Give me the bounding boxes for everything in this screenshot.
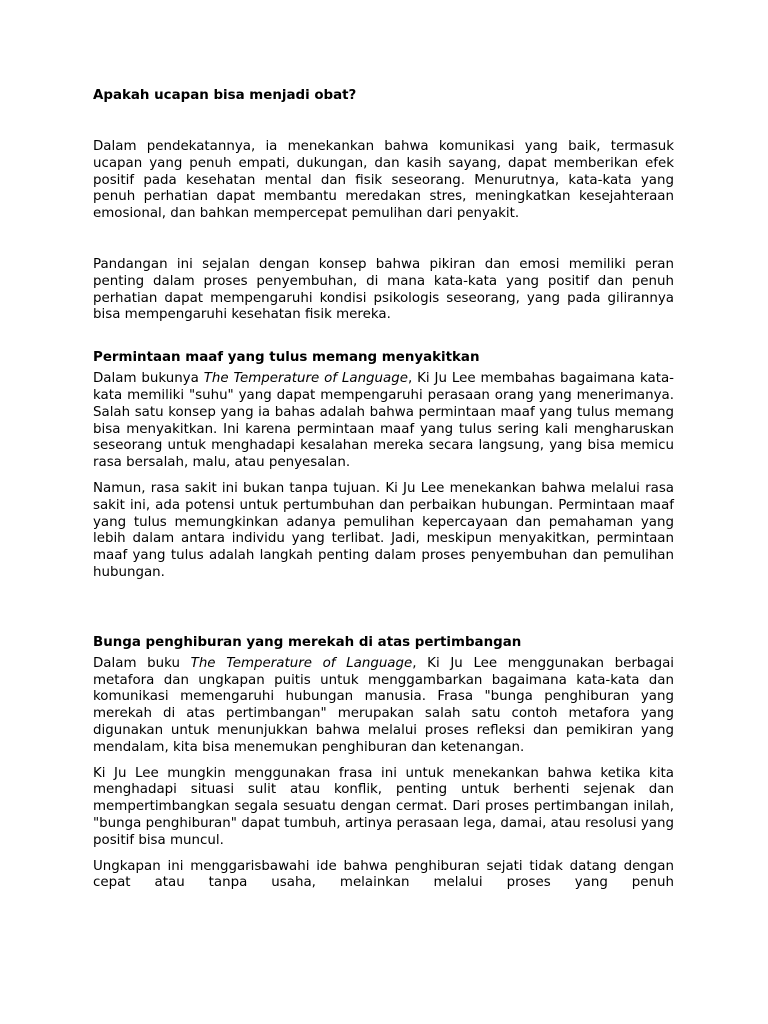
- paragraph: Ki Ju Lee mungkin menggunakan frasa ini untuk menekankan bahwa ketika kita menghadapi situasi sulit atau konflik, penting untuk berhenti sejenak dan mempertimbangkan segala sesuatu dengan cermat. Dari proses pertimbangan inilah, "bunga penghiburan" dapat tumbuh, artinya perasaan lega, damai, atau resolusi yang positif bisa muncul.: [93, 765, 674, 848]
- paragraph: Dalam pendekatannya, ia menekankan bahwa komunikasi yang baik, termasuk ucapan yang penuh empati, dukungan, dan kasih sayang, dapat memberikan efek positif pada kesehatan mental dan fisik seseorang. Menurutnya, kata-kata yang penuh perhatian dapat membantu meredakan stres, meningkatkan kesejahteraan emosional, dan bahkan mempercepat pemulihan dari penyakit.: [93, 139, 674, 222]
- paragraph: Ungkapan ini menggarisbawahi ide bahwa penghiburan sejati tidak datang dengan cepat atau tanpa usaha, melainkan melalui proses yang penuh: [93, 858, 674, 891]
- paragraph: [93, 656, 674, 757]
- paragraph: Pandangan ini sejalan dengan konsep bahwa pikiran dan emosi memiliki peran penting dalam proses penyembuhan, di mana kata-kata yang positif dan penuh perhatian dapat mempengaruhi kondisi psikologis seseorang, yang pada gilirannya bisa mempengaruhi kesehatan fisik mereka.: [93, 256, 674, 323]
- text-run: , Ki Ju Lee menggunakan berbagai metafora dan ungkapan puitis untuk menggambarkan bagaimana kata-kata dan komunikasi memengaruhi hubungan manusia. Frasa "bunga penghiburan yang merekah di atas pertimbangan" merupakan salah satu contoh metafora yang digunakan untuk menunjukkan bahwa melalui proses refleksi dan pemikiran yang mendalam, kita bisa menemukan penghiburan dan ketenangan.: [93, 655, 675, 755]
- paragraph: [93, 371, 674, 472]
- text-run: Dalam buku: [93, 655, 191, 671]
- book-title: The Temperature of Language: [203, 371, 408, 387]
- paragraph: Namun, rasa sakit ini bukan tanpa tujuan. Ki Ju Lee menekankan bahwa melalui rasa sakit ini, ada potensi untuk pertumbuhan dan perbaikan hubungan. Permintaan maaf yang tulus memungkinkan adanya pemulihan kepercayaan dan pemahaman yang lebih dalam antara individu yang terlibat. Jadi, meskipun menyakitkan, permintaan maaf yang tulus adalah langkah penting dalam proses penyembuhan dan pemulihan hubungan.: [93, 480, 674, 580]
- section-heading-speech-as-medicine: Apakah ucapan bisa menjadi obat?: [93, 88, 357, 103]
- section-heading-flower-of-comfort: Bunga penghiburan yang merekah di atas pertimbangan: [93, 634, 522, 650]
- text-run: , Ki Ju Lee membahas bagaimana kata-kata memiliki "suhu" yang dapat mempengaruhi perasaan orang yang menerimanya. Salah satu konsep yang ia bahas adalah bahwa permintaan maaf yang tulus memang bisa menyakitkan. Ini karena permintaan maaf yang tulus sering kali mengharuskan seseorang untuk menghadapi kesalahan mereka secara langsung, yang bisa memicu rasa bersalah, malu, atau penyesalan.: [93, 371, 674, 471]
- book-title: The Temperature of Language: [190, 655, 413, 671]
- text-run: Dalam bukunya: [93, 371, 204, 387]
- section-heading-sincere-apology: Permintaan maaf yang tulus memang menyakitkan: [93, 350, 480, 366]
